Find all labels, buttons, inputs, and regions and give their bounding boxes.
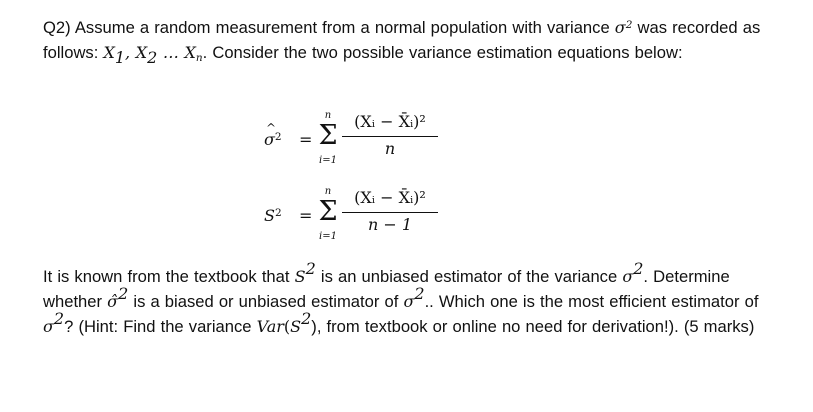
intro-text-c: . Consider the two possible variance estimation equations below: <box>202 43 683 62</box>
intro-text-b: was recorded as follows: <box>43 18 761 62</box>
eq1-sum-upper: n <box>324 110 332 121</box>
eq1-numerator: (Xᵢ − X̄ᵢ)² <box>354 112 426 131</box>
eq2-denominator: n − 1 <box>367 215 413 234</box>
eq1-sum-sign: Σ <box>318 120 338 151</box>
eq1-denominator: n <box>384 139 396 158</box>
eq1-sum-lower: i=1 <box>319 155 337 166</box>
eq2-lhs: $S^2$ <box>264 206 282 225</box>
eq2-fraction-bar <box>342 212 438 213</box>
sigma-symbol: $\sigma^2$ <box>614 18 633 37</box>
eq2-fraction <box>342 188 438 238</box>
question-paragraph <box>43 15 773 65</box>
eq2-summation <box>317 186 339 248</box>
sample-sequence: $X_1$, $X_2$ … $X_n$ <box>103 43 203 67</box>
sigma-squared-symbol: $\sigma^2$ <box>622 259 644 286</box>
sigma-squared-symbol-3: $\sigma^2$ <box>43 309 65 336</box>
eq2-sum-upper: n <box>324 186 332 197</box>
equation-sigma-hat <box>264 110 524 172</box>
s-squared-symbol-2: $S^2$ <box>290 309 312 336</box>
intro-text-a: Q2) Assume a random measurement from a normal population with variance <box>43 18 615 37</box>
equation-s-squared <box>264 186 524 248</box>
eq2-numerator: (Xᵢ − X̄ᵢ)² <box>354 188 426 207</box>
eq1-summation <box>317 110 339 172</box>
answer-paragraph: It is known from the textbook that $S^2$ is an unbiased estimator of the variance $\sigma^2$. Determine whether $\sigma^2$ is a biased or unbiased estimator of $\sigma^2$.. Which one is the most efficient estimator of $\sigma^2$? (Hint: Find the variance $Var(S^2)$, from textbook or online no need for derivation!). (5 marks) <box>43 259 759 336</box>
eq2-sum-sign: Σ <box>318 196 338 227</box>
var-function: Var <box>256 317 284 336</box>
eq1-fraction <box>342 112 438 162</box>
sigma-squared-symbol-2: $\sigma^2$ <box>403 284 425 311</box>
eq1-fraction-bar <box>342 136 438 137</box>
eq2-equals: = <box>299 206 313 225</box>
eq1-lhs: ^ $\sigma^2$ <box>264 130 282 149</box>
eq1-equals: = <box>299 130 313 149</box>
s-squared-symbol: $S^2$ <box>294 259 316 286</box>
sigma-hat-symbol: $\sigma^2$ <box>107 284 129 311</box>
eq2-sum-lower: i=1 <box>319 231 337 242</box>
